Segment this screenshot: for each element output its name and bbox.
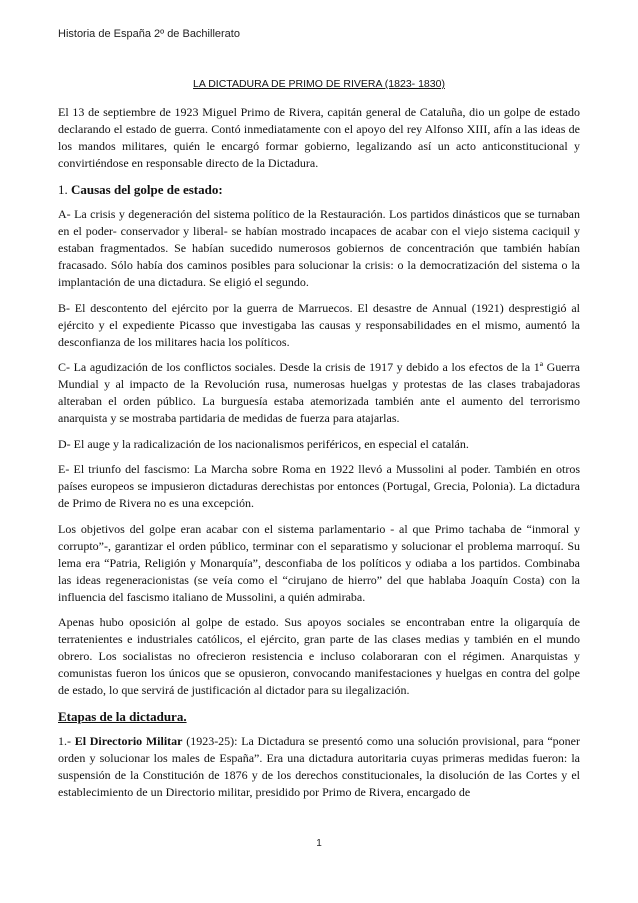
section-title: Causas del golpe de estado:: [71, 181, 223, 197]
cause-paragraph-e: E- El triunfo del fascismo: La Marcha sobre Roma en 1922 llevó a Mussolini al poder. También en otros países europeos se impusieron dictaduras derechistas por entonces (Portugal, Grecia, Polonia). La dictadura de Primo de Rivera no es una excepción.: [58, 462, 580, 510]
running-header: Historia de España 2º de Bachillerato: [58, 28, 240, 40]
stage-text: La Dictadura se presentó como una solución provisional, para “poner orden y solucionar los males de España”. Era una dictadura autoritaria cuyas primeras medidas fueron: la suspensión de la Constitución de 1876 y de los derechos constitucionales, la disolución de las Cortes y el establecimiento de un Directorio militar, presidido por Primo de Rivera, encargado de: [58, 734, 581, 799]
cause-paragraph-c: C- La agudización de los conflictos sociales. Desde la crisis de 1917 y debido a los efectos de la 1ª Guerra Mundial y al impacto de la Revolución rusa, numerosas huelgas y protestas de las clases trabajadoras alteraban el orden público. La burguesía estaba atemorizada también ante el aumento del terrorismo anarquista y se mostraba partidaria de medidas de fuerza para atajarlas.: [58, 360, 580, 425]
stage-1-paragraph: [58, 733, 580, 801]
page-number: 1: [316, 838, 322, 849]
document-title: LA DICTADURA DE PRIMO DE RIVERA (1823- 1830): [193, 78, 445, 90]
document-body: [58, 104, 580, 810]
cause-paragraph-b: B- El descontento del ejército por la guerra de Marruecos. El desastre de Annual (1921) desprestigió al ejército y el expediente Picasso que investigaba las causas y responsabilidades en el mismo, aumentó la desconfianza de los militares hacia los políticos.: [58, 300, 580, 349]
stage-name: El Directorio Militar: [74, 734, 183, 748]
stage-prefix: 1.-: [58, 734, 75, 748]
section-heading-causes: [58, 181, 580, 198]
section-heading-stages: Etapas de la dictadura.: [58, 708, 187, 724]
cause-paragraph-a: A- La crisis y degeneración del sistema político de la Restauración. Los partidos dinásticos que se turnaban en el poder- conservador y liberal- se habían mostrado incapaces de acabar con el viejo sistema caciquil y estaban fragmentados. Se habían sucedido numerosos gobiernos de concentración que también habían fracasado. Sólo había dos caminos posibles para solucionar la crisis: o la democratización del sistema o la implantación de una dictadura. Se eligió el segundo.: [58, 207, 580, 289]
intro-paragraph: El 13 de septiembre de 1923 Miguel Primo de Rivera, capitán general de Cataluña, dio un golpe de estado declarando el estado de guerra. Contó inmediatamente con el apoyo del rey Alfonso XIII, afín a las ideas de los mandos militares, quién le encargó formar gobierno, legalizando así un acto anticonstitucional y convirtiéndose en responsable directo de la Dictadura.: [58, 105, 580, 170]
cause-paragraph-d: D- El auge y la radicalización de los nacionalismos periféricos, en especial el catalán.: [58, 436, 469, 451]
support-paragraph: Apenas hubo oposición al golpe de estado. Sus apoyos sociales se encontraban entre la oligarquía de terratenientes e industriales católicos, el ejército, gran parte de las clases medias y también en el mundo obrero. Los socialistas no ofrecieron resistencia e incluso colaboraran con el régimen. Anarquistas y comunistas fueron los únicos que se opusieron, convocando manifestaciones y huelgas en contra del golpe de estado, lo que servirá de justificación al dictador para su ilegalización.: [58, 615, 580, 697]
objectives-paragraph: Los objetivos del golpe eran acabar con el sistema parlamentario - al que Primo tachaba de “inmoral y corrupto”-, garantizar el orden público, terminar con el separatismo y solucionar el problema marroquí. Su lema era “Patria, Religión y Monarquía”, desconfiaba de los políticos y odiaba a los partidos. Combinaba las ideas regeneracionistas (se veía como el “cirujano de hierro” del que hablaba Joaquín Costa) con la influencia del fascismo italiano de Mussolini, a quién admiraba.: [58, 521, 580, 604]
stage-dates: (1923-25):: [182, 734, 238, 748]
section-number: 1.: [58, 181, 68, 197]
